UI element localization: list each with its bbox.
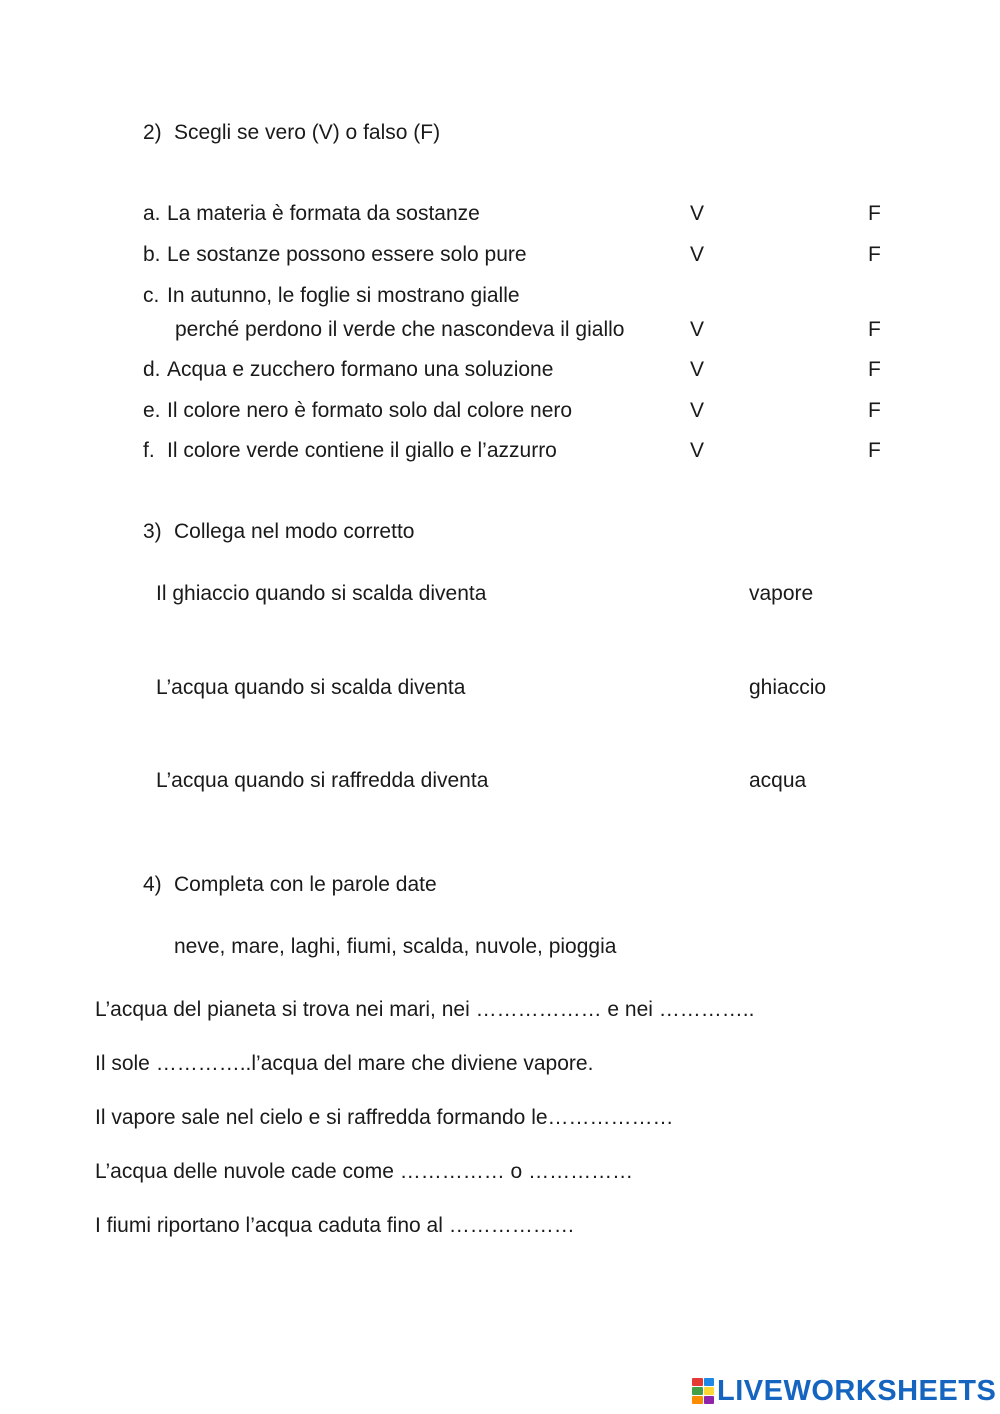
match-right-item[interactable]: acqua (749, 769, 807, 792)
item-statement-continued: perché perdono il verde che nascondeva il giallo (175, 318, 625, 341)
section3-number: 3) (143, 520, 162, 543)
brand-name: LIVEWORKSHEETS (717, 1374, 997, 1407)
section3-title: Collega nel modo corretto (174, 520, 415, 543)
true-option[interactable]: V (690, 399, 705, 422)
true-option[interactable]: V (690, 318, 705, 341)
false-option[interactable]: F (868, 399, 881, 422)
item-letter: e. (143, 399, 161, 422)
brand-logo (692, 1375, 996, 1407)
liveworksheets-logo-icon (692, 1378, 714, 1404)
true-option[interactable]: V (690, 202, 705, 225)
item-statement: Il colore nero è formato solo dal colore nero (167, 399, 573, 422)
item-letter: a. (143, 202, 161, 225)
fill-in-sentence[interactable]: L’acqua del pianeta si trova nei mari, nei ……………… e nei ………….. (95, 998, 755, 1021)
item-letter: c. (143, 284, 160, 307)
match-right-item[interactable]: ghiaccio (749, 676, 827, 699)
true-option[interactable]: V (690, 439, 705, 462)
section2-number: 2) (143, 121, 162, 144)
section2-title: Scegli se vero (V) o falso (F) (174, 121, 441, 144)
item-letter: b. (143, 243, 161, 266)
fill-in-sentence[interactable]: I fiumi riportano l’acqua caduta fino al ……………… (95, 1214, 575, 1237)
fill-in-sentence[interactable]: L’acqua delle nuvole cade come …………… o …………… (95, 1160, 634, 1183)
match-left-item[interactable]: L’acqua quando si scalda diventa (156, 676, 466, 699)
item-statement: Il colore verde contiene il giallo e l’azzurro (167, 439, 557, 462)
match-left-item[interactable]: L’acqua quando si raffredda diventa (156, 769, 489, 792)
word-bank: neve, mare, laghi, fiumi, scalda, nuvole, pioggia (174, 935, 617, 958)
section4-number: 4) (143, 873, 162, 896)
fill-in-sentence[interactable]: Il sole …………..l’acqua del mare che diviene vapore. (95, 1052, 594, 1075)
fill-in-sentence[interactable]: Il vapore sale nel cielo e si raffredda formando le……………… (95, 1106, 674, 1129)
false-option[interactable]: F (868, 202, 881, 225)
item-statement: In autunno, le foglie si mostrano gialle (167, 284, 520, 307)
item-statement: Le sostanze possono essere solo pure (167, 243, 527, 266)
item-letter: f. (143, 439, 155, 462)
section4-title: Completa con le parole date (174, 873, 437, 896)
false-option[interactable]: F (868, 358, 881, 381)
false-option[interactable]: F (868, 318, 881, 341)
match-left-item[interactable]: Il ghiaccio quando si scalda diventa (156, 582, 487, 605)
item-statement: Acqua e zucchero formano una soluzione (167, 358, 554, 381)
true-option[interactable]: V (690, 243, 705, 266)
item-letter: d. (143, 358, 161, 381)
item-statement: La materia è formata da sostanze (167, 202, 480, 225)
false-option[interactable]: F (868, 243, 881, 266)
false-option[interactable]: F (868, 439, 881, 462)
match-right-item[interactable]: vapore (749, 582, 814, 605)
true-option[interactable]: V (690, 358, 705, 381)
